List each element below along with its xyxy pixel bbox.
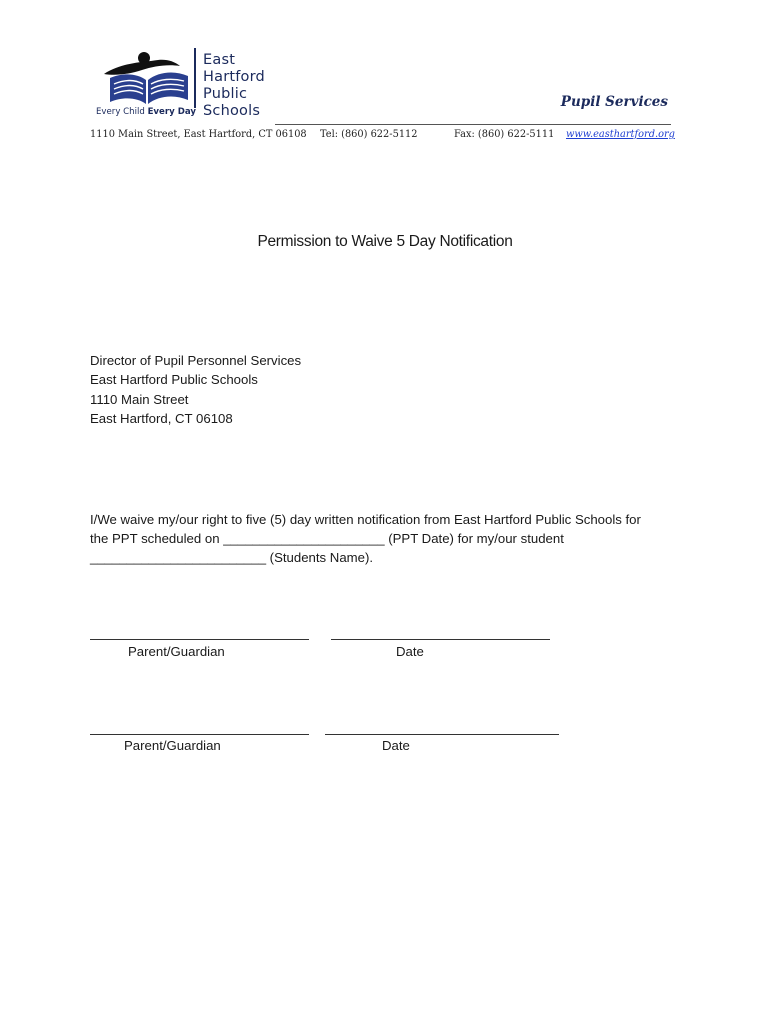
- parent-signature-line-2[interactable]: [90, 734, 309, 735]
- department-name: Pupil Services: [560, 94, 668, 110]
- recipient-line: Director of Pupil Personnel Services: [90, 353, 302, 368]
- date-label-2: Date: [382, 738, 410, 753]
- recipient-line: 1110 Main Street: [90, 391, 189, 407]
- parent-signature-line-1[interactable]: [90, 639, 309, 640]
- logo-word-hartford: Hartford: [203, 69, 265, 85]
- phone-number: Tel: (860) 622-5112: [320, 129, 418, 140]
- logo-word-public: Public: [203, 86, 248, 102]
- date-line-1[interactable]: [331, 639, 550, 640]
- header-divider: [275, 124, 671, 125]
- logo-word-schools: Schools: [203, 103, 261, 119]
- logo-tagline: Every Child Every Day: [96, 107, 196, 117]
- logo-word-east: East: [203, 52, 236, 68]
- date-label-1: Date: [396, 644, 424, 659]
- document-title: Permission to Waive 5 Day Notification: [257, 233, 513, 250]
- fax-number: Fax: (860) 622-5111: [454, 129, 555, 140]
- waiver-line: ________________________ (Students Name).: [90, 550, 374, 565]
- recipient-line: East Hartford Public Schools: [90, 372, 258, 388]
- parent-guardian-label-1: Parent/Guardian: [128, 644, 225, 659]
- open-book-reader-icon: [96, 48, 200, 108]
- recipient-line: East Hartford, CT 06108: [90, 410, 233, 426]
- school-logo: [96, 48, 274, 122]
- waiver-line: I/We waive my/our right to five (5) day written notification from East Hartford Public Schools for: [90, 512, 641, 527]
- recipient-address: [90, 351, 301, 428]
- school-address: 1110 Main Street, East Hartford, CT 06108: [90, 129, 307, 140]
- waiver-statement: [90, 510, 690, 567]
- parent-guardian-label-2: Parent/Guardian: [124, 738, 221, 753]
- date-line-2[interactable]: [325, 734, 559, 735]
- website-link[interactable]: www.easthartford.org: [566, 129, 675, 140]
- waiver-line: the PPT scheduled on ______________________ (PPT Date) for my/our student: [90, 531, 564, 546]
